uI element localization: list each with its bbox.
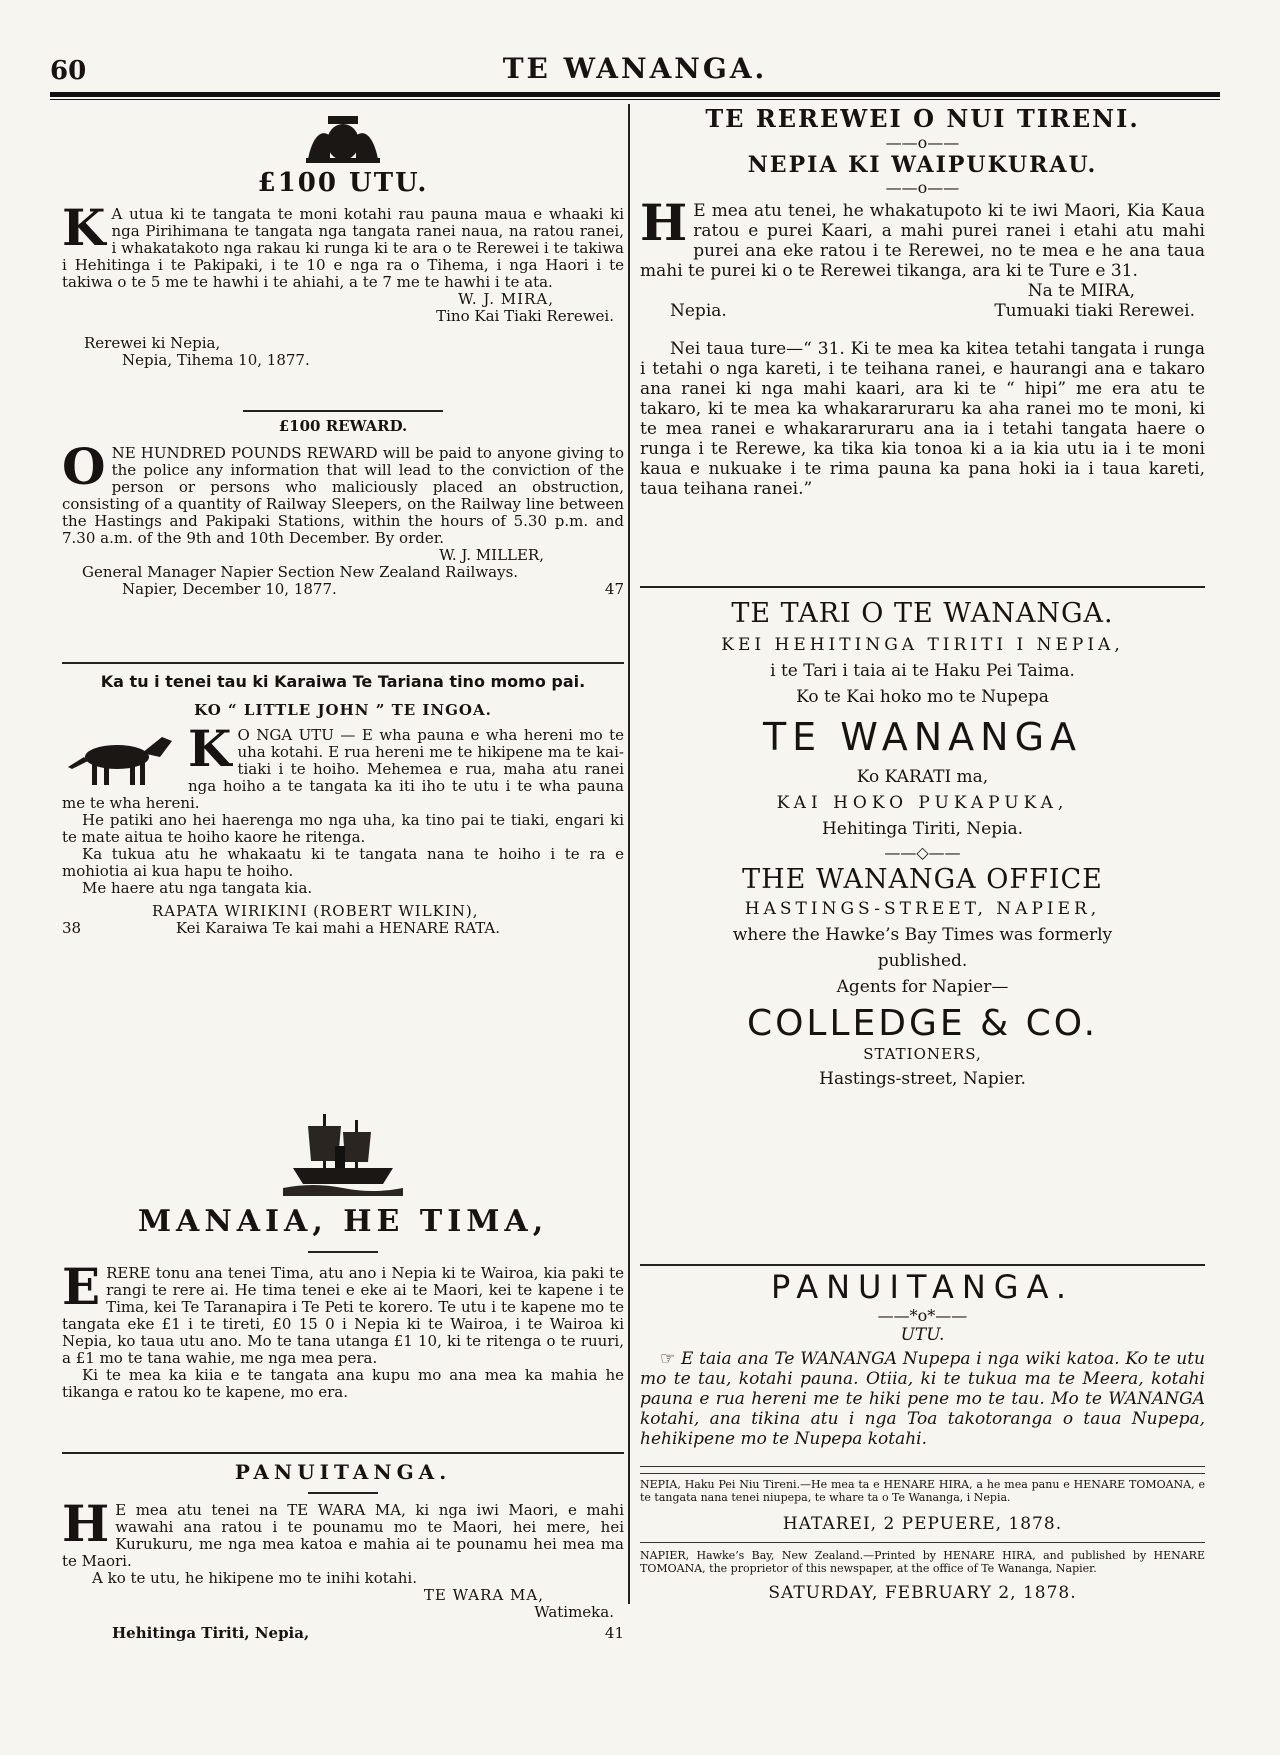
reward-english-sig-title: General Manager Napier Section New Zealand Railways.	[82, 563, 519, 581]
panuitanga-section	[640, 1268, 1205, 1449]
office-paper: TE WANANGA	[762, 715, 1083, 759]
railway-subtitle: NEPIA KI WAIPUKURAU.	[747, 152, 1098, 178]
header-rule	[50, 92, 1220, 97]
horse-p4: Me haere atu nga tangata kia.	[82, 879, 313, 897]
pointing-hand-icon: ☞	[660, 1349, 676, 1369]
horse-p3: Ka tukua atu he whakaatu ki te tangata nana te hoiho i te ra e mohiotia ai kua hapu te hoiho.	[62, 845, 624, 880]
ship-icon	[283, 1106, 403, 1196]
railway-body-wrap	[640, 193, 1205, 281]
office-en-line2: published.	[877, 951, 968, 971]
notice-body: E mea atu tenei na TE WARA MA, ki nga iwi Maori, e mahi wawahi ana ratou i te pounamu mo te Maori, hei mere, hei Kurukuru, me nga mea katoa e mahia ai te pounamu hei mea ma te Maori.	[62, 1501, 624, 1570]
office-en-title: THE WANANGA OFFICE	[742, 864, 1103, 895]
horse-subtitle: KO “ LITTLE JOHN ” TE INGOA.	[194, 701, 492, 719]
horse-p2: He patiki ano hei haerenga mo nga uha, ka tino pai te tiaki, engari ki te mate aitua te hoiho kaore he ritenga.	[62, 811, 624, 846]
notice-place-row	[62, 1625, 624, 1642]
notice-sig-title: Watimeka.	[534, 1603, 614, 1621]
horse-icon	[62, 727, 182, 787]
notice-p2: A ko te utu, he hikipene mo te inihi kotahi.	[92, 1569, 417, 1587]
office-company-addr: Hastings-street, Napier.	[819, 1069, 1026, 1089]
imprint-english-date: SATURDAY, FEBRUARY 2, 1878.	[768, 1583, 1077, 1603]
railway-sig-title: Tumuaki tiaki Rerewei.	[994, 301, 1195, 321]
railway-sig-row	[640, 301, 1205, 321]
office-company-sub: STATIONERS,	[863, 1045, 982, 1063]
railway-quote: Nei taua ture—“ 31. Ki te mea ka kitea tetahi tangata i runga i tetahi o nga kareti, i te teihana ranei, e haurangi ana e takaro ana ranei ki nga mahi kaari, ara ki te “ hipi” me era atu te takaro, ki te mea ka whakararuraru ka aha ranei mo te moni, ki te mea ranei e whakararuraru ana ia i tetahi tangata haere o runga i te Rerewe, ka tika kia tonoa ki a ia kia utu ia i te moni kaua e nukuake i te rima pauna ka pana hoki ia i taua kareti, taua teihana ranei.”	[640, 339, 1205, 499]
ornament: ——o——	[885, 178, 960, 197]
ad-number: 47	[604, 580, 624, 598]
panuitanga-subtitle: UTU.	[900, 1325, 945, 1345]
ornament: ——o——	[885, 133, 960, 152]
office-line4: Ko KARATI ma,	[856, 767, 989, 787]
steamer-body-wrap	[62, 1257, 624, 1367]
dropcap: O	[62, 437, 106, 496]
notice-body-wrap	[62, 1494, 624, 1570]
office-line6: Hehitinga Tiriti, Nepia.	[821, 819, 1024, 839]
reward-maori-sig-title: Tino Kai Tiaki Rerewei.	[436, 307, 614, 325]
horse-body-wrap	[62, 719, 624, 812]
reward-maori-sig-name: W. J. MIRA,	[458, 290, 554, 308]
steamer-title: MANAIA, HE TIMA,	[137, 1204, 549, 1239]
page-number: 60	[50, 56, 87, 86]
panuitanga-body: E taia ana Te WANANGA Nupepa i nga wiki katoa. Ko te utu mo te tau, kotahi pauna. Otiia, ki te tukua ma te Meera, kotahi pauna e rua hereni me te hiki pene mo te tau. Mo te WANANGA kotahi, ana tikina atu i nga Toa takotoranga o taua Nupepa, hehikipene mo te Nupepa kotahi.	[640, 1349, 1206, 1449]
office-en-agents: Agents for Napier—	[836, 977, 1009, 997]
reward-maori-body: A utua ki te tangata te moni kotahi rau pauna maua e whaaki ki nga Pirihimana te tangata nga tangata ranei naua, na ratou ranei, i whakatakoto nga rakau ki runga ki te ara o te Rerewei i te takiwa i Hehitinga i te Pakipaki, i te 10 e nga ra o Tihema, i nga Haori i te takiwa o te 5 me te hawhi i te ahiahi, a te 7 me te hawhi i te ata.	[62, 205, 624, 291]
reward-maori-section	[62, 114, 624, 369]
office-en-line1: where the Hawke’s Bay Times was formerly	[732, 925, 1113, 945]
notice-section	[62, 1460, 624, 1642]
horse-section	[62, 672, 624, 937]
reward-maori-body-wrap	[62, 198, 624, 291]
dropcap: H	[640, 193, 688, 252]
dropcap: E	[62, 1257, 101, 1316]
imprint-maori: NEPIA, Haku Pei Niu Tireni.—He mea ta e HENARE HIRA, a he mea panu e HENARE TOMOANA, e te tangata nana tenei niupepa, te whare ta o Te Wananga, i Nepia.	[640, 1478, 1205, 1504]
railway-body: E mea atu tenei, he whakatupoto ki te iwi Maori, Kia Kaua ratou e purei Kaari, a mahi purei ranei i etahi atu mahi purei ana eke ratou i te Rerewei, no te mea e he ana taua mahi te purei ki o te Rerewei tikanga, ara ki te Ture e 31.	[640, 201, 1205, 281]
column-divider	[628, 104, 630, 1604]
horse-body: O NGA UTU — E wha pauna e wha hereni mo te uha kotahi. E rua hereni me te hikipene ma te kai-tiaki i te hoiho. Mehemea e rua, maha atu ranei nga hoiho a te tangata ka iti iho te utu i te wha pauna me te wha hereni.	[62, 726, 624, 812]
horse-sig-title: Kei Karaiwa Te kai mahi a HENARE RATA.	[175, 919, 501, 937]
office-line3: Ko te Kai hoko mo te Nupepa	[796, 687, 1049, 707]
railway-place: Nepia.	[670, 301, 727, 321]
dropcap: K	[188, 719, 232, 778]
railway-sig-name: Na te MIRA,	[1027, 281, 1135, 301]
reward-english-date-row	[122, 581, 624, 598]
railway-title: TE REREWEI O NUI TIRENI.	[705, 104, 1140, 133]
panuitanga-title: PANUITANGA.	[770, 1268, 1075, 1306]
reward-english-section	[62, 418, 624, 598]
ad-number: 41	[604, 1624, 624, 1642]
reward-maori-date: Nepia, Tihema 10, 1877.	[122, 351, 310, 369]
office-line1: KEI HEHITINGA TIRITI I NEPIA,	[721, 635, 1124, 655]
notice-title: PANUITANGA.	[234, 1460, 452, 1484]
reward-english-body: NE HUNDRED POUNDS REWARD will be paid to anyone giving to the police any information that will lead to the conviction of the person or persons who maliciously placed an obstruction, consisting of a quantity of Railway Sleepers, on the Railway line between the Hastings and Pakipaki Stations, within the hours of 5.30 p.m. and 7.30 a.m. of the 9th and 10th December. By order.	[62, 444, 624, 547]
steamer-section	[62, 1106, 624, 1401]
dropcap: K	[62, 198, 106, 257]
notice-sig-name: TE WARA MA,	[423, 1586, 544, 1604]
divider-6	[640, 1460, 1205, 1480]
horse-title: Ka tu i tenei tau ki Karaiwa Te Tariana tino momo pai.	[100, 672, 586, 691]
office-line2: i te Tari i taia ai te Haku Pei Taima.	[770, 661, 1075, 681]
notice-place: Hehitinga Tiriti, Nepia,	[112, 1624, 310, 1642]
divider-2	[62, 652, 624, 674]
ornament: ——*o*——	[877, 1306, 968, 1325]
imprint-section	[640, 1478, 1205, 1603]
reward-english-title: £100 REWARD.	[278, 417, 408, 435]
header-rule-thin	[50, 99, 1220, 100]
dropcap: H	[62, 1494, 110, 1553]
railway-section	[640, 104, 1205, 499]
office-title: TE TARI O TE WANANGA.	[731, 598, 1114, 629]
ad-number: 38	[62, 919, 82, 937]
reward-maori-place: Rerewei ki Nepia,	[84, 334, 221, 352]
imprint-maori-date: HATAREI, 2 PEPUERE, 1878.	[782, 1514, 1063, 1534]
horse-sig-name: RAPATA WIRIKINI (ROBERT WILKIN),	[152, 902, 479, 920]
page-header	[50, 52, 1220, 92]
horse-sig-row	[62, 920, 624, 937]
office-line5: KAI HOKO PUKAPUKA,	[776, 793, 1069, 813]
reward-maori-title: £100 UTU.	[257, 168, 429, 198]
masthead-title: TE WANANGA.	[502, 52, 768, 85]
steamer-p2: Ki te mea ka kiia e te tangata ana kupu mo ana mea ka mahia he tikanga e ratou ko te kapene, mo era.	[62, 1366, 624, 1401]
office-section	[640, 598, 1205, 1089]
reward-english-body-wrap	[62, 437, 624, 547]
imprint-english: NAPIER, Hawke’s Bay, New Zealand.—Printed by HENARE HIRA, and published by HENARE TOMOANA, the proprietor of this newspaper, at the office of Te Wananga, Napier.	[640, 1549, 1205, 1575]
crest-icon	[298, 114, 388, 164]
office-company: COLLEDGE & CO.	[746, 1003, 1099, 1044]
steamer-body: RERE tonu ana tenei Tima, atu ano i Nepia ki te Wairoa, kia paki te rangi te rere ai. He tima tenei e eke ai te Maori, kei te kapene i te Tima, kei Te Taranapira i Te Peti te korero. Te utu i te kapene mo te tangata eke £1 i te tireti, £0 15 0 i Nepia ki te Wairoa, i te Wairoa ki Nepia, ko taua utu ano. Mo te tana utanga £1 10, ki te ritenga o te ruuri, a £1 mo te tana wahie, me nga mea pera.	[62, 1264, 624, 1367]
panuitanga-body-wrap	[640, 1349, 1205, 1449]
reward-english-date: Napier, December 10, 1877.	[122, 580, 337, 598]
reward-english-sig-name: W. J. MILLER,	[439, 546, 544, 564]
ornament: ——◇——	[884, 843, 961, 862]
office-en-street: HASTINGS-STREET, NAPIER,	[744, 899, 1101, 919]
divider-4	[640, 576, 1205, 598]
